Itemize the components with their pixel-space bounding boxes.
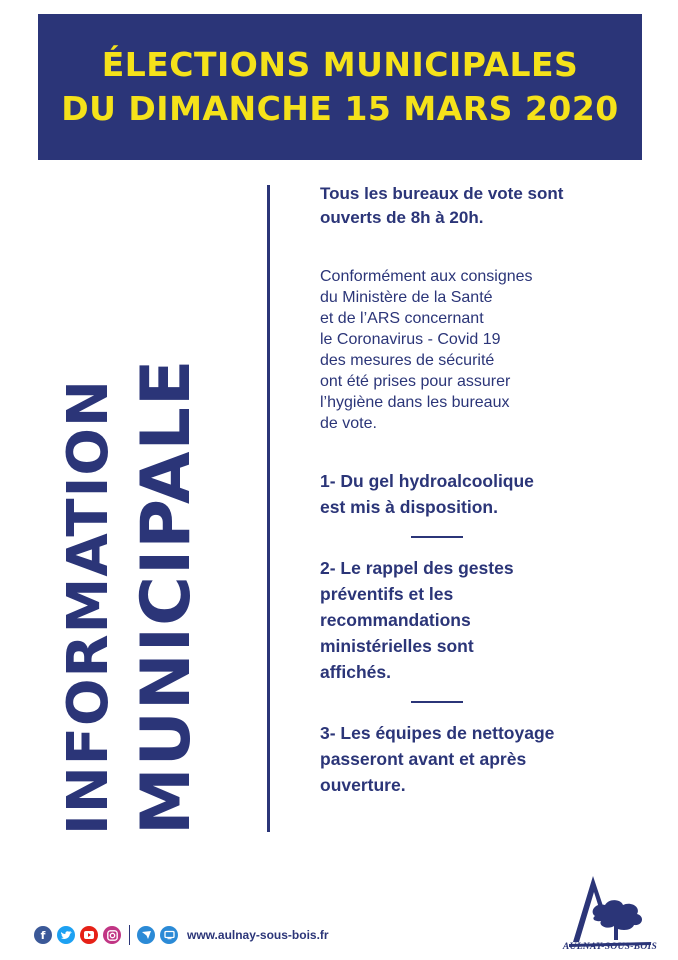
info-content [320, 182, 620, 798]
tv-icon[interactable] [160, 926, 178, 944]
footer [34, 922, 329, 948]
header-title-line-1: ÉLECTIONS MUNICIPALES [101, 45, 579, 84]
opening-hours-text: Tous les bureaux de vote sont ouverts de 8h à 20h. [320, 184, 564, 227]
header-banner [38, 14, 642, 160]
vertical-title-municipale: MUNICIPALE [127, 358, 206, 835]
measure-item-1: 1- Du gel hydroalcoolique est mis à disposition. [320, 471, 534, 517]
city-logo-icon [565, 872, 655, 950]
health-instructions-text: Conformément aux consignes du Ministère de la Santé et de l’ARS concernant le Coronavirus - Covid 19 des mesures de sécurité ont été prises pour assurer l’hygiène dans les bureaux de vote. [320, 268, 533, 432]
separator-2 [411, 701, 463, 703]
measure-item-2: 2- Le rappel des gestes préventifs et les recommandations ministérielles sont affichés. [320, 558, 514, 682]
measure-item-3: 3- Les équipes de nettoyage passeront avant et après ouverture. [320, 723, 555, 795]
footer-separator [129, 925, 130, 945]
vertical-divider [267, 185, 270, 832]
twitter-icon[interactable] [57, 926, 75, 944]
instagram-icon[interactable] [103, 926, 121, 944]
facebook-icon[interactable]: f [34, 926, 52, 944]
vertical-title-information: INFORMATION [56, 379, 121, 835]
mobile-app-icon[interactable] [137, 926, 155, 944]
separator-1 [411, 536, 463, 538]
website-link[interactable]: www.aulnay-sous-bois.fr [187, 928, 329, 942]
header-title-line-2: DU DIMANCHE 15 MARS 2020 [61, 89, 619, 128]
youtube-icon[interactable] [80, 926, 98, 944]
city-logo-text: AULNAY-SOUS-BOIS [562, 942, 658, 952]
